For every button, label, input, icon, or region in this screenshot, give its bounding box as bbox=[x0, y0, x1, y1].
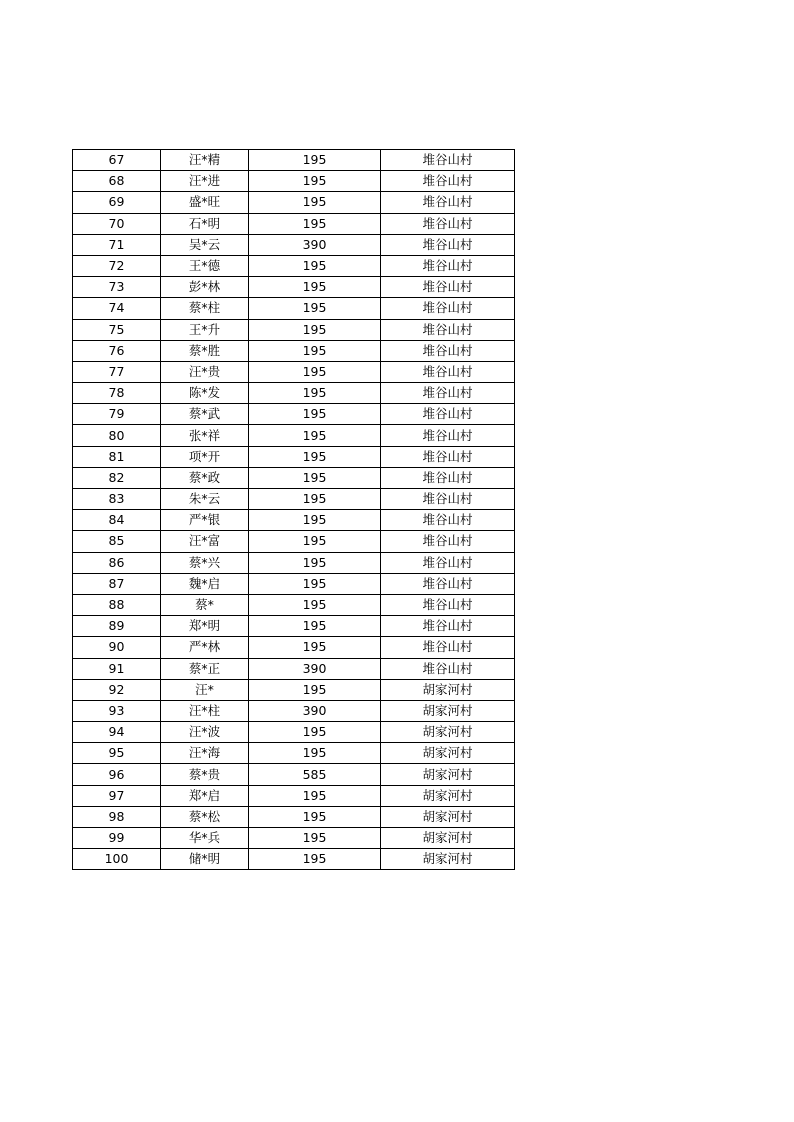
amount-cell: 195 bbox=[249, 213, 381, 234]
table-row bbox=[73, 573, 515, 594]
row-number-cell: 70 bbox=[73, 213, 161, 234]
village-cell: 胡家河村 bbox=[381, 700, 515, 721]
amount-cell: 195 bbox=[249, 616, 381, 637]
amount-cell: 195 bbox=[249, 319, 381, 340]
amount-cell: 195 bbox=[249, 510, 381, 531]
amount-cell: 195 bbox=[249, 446, 381, 467]
table-row bbox=[73, 319, 515, 340]
row-number-cell: 83 bbox=[73, 489, 161, 510]
table-row bbox=[73, 658, 515, 679]
village-cell: 堆谷山村 bbox=[381, 594, 515, 615]
table-row bbox=[73, 637, 515, 658]
amount-cell: 195 bbox=[249, 679, 381, 700]
table-row bbox=[73, 192, 515, 213]
name-cell: 盛*旺 bbox=[161, 192, 249, 213]
row-number-cell: 96 bbox=[73, 764, 161, 785]
row-number-cell: 76 bbox=[73, 340, 161, 361]
row-number-cell: 79 bbox=[73, 404, 161, 425]
row-number-cell: 68 bbox=[73, 171, 161, 192]
name-cell: 储*明 bbox=[161, 849, 249, 870]
table-row bbox=[73, 743, 515, 764]
name-cell: 严*银 bbox=[161, 510, 249, 531]
row-number-cell: 69 bbox=[73, 192, 161, 213]
table-row bbox=[73, 806, 515, 827]
village-cell: 胡家河村 bbox=[381, 806, 515, 827]
village-cell: 堆谷山村 bbox=[381, 531, 515, 552]
name-cell: 汪*精 bbox=[161, 150, 249, 171]
name-cell: 陈*发 bbox=[161, 383, 249, 404]
name-cell: 王*升 bbox=[161, 319, 249, 340]
name-cell: 汪*贵 bbox=[161, 361, 249, 382]
village-cell: 堆谷山村 bbox=[381, 255, 515, 276]
village-cell: 堆谷山村 bbox=[381, 340, 515, 361]
name-cell: 汪*富 bbox=[161, 531, 249, 552]
table-row bbox=[73, 700, 515, 721]
row-number-cell: 94 bbox=[73, 722, 161, 743]
amount-cell: 195 bbox=[249, 849, 381, 870]
table-row bbox=[73, 446, 515, 467]
amount-cell: 195 bbox=[249, 573, 381, 594]
amount-cell: 195 bbox=[249, 722, 381, 743]
name-cell: 项*开 bbox=[161, 446, 249, 467]
table-row bbox=[73, 785, 515, 806]
village-cell: 堆谷山村 bbox=[381, 446, 515, 467]
village-cell: 堆谷山村 bbox=[381, 192, 515, 213]
row-number-cell: 95 bbox=[73, 743, 161, 764]
amount-cell: 195 bbox=[249, 192, 381, 213]
amount-cell: 585 bbox=[249, 764, 381, 785]
village-cell: 胡家河村 bbox=[381, 679, 515, 700]
table-row bbox=[73, 722, 515, 743]
name-cell: 吴*云 bbox=[161, 234, 249, 255]
name-cell: 朱*云 bbox=[161, 489, 249, 510]
village-cell: 堆谷山村 bbox=[381, 658, 515, 679]
row-number-cell: 82 bbox=[73, 467, 161, 488]
amount-cell: 195 bbox=[249, 171, 381, 192]
table-row bbox=[73, 383, 515, 404]
village-cell: 堆谷山村 bbox=[381, 404, 515, 425]
table-row bbox=[73, 150, 515, 171]
table-row bbox=[73, 340, 515, 361]
village-cell: 胡家河村 bbox=[381, 764, 515, 785]
table-row bbox=[73, 277, 515, 298]
name-cell: 蔡*武 bbox=[161, 404, 249, 425]
village-cell: 堆谷山村 bbox=[381, 425, 515, 446]
name-cell: 郑*明 bbox=[161, 616, 249, 637]
village-cell: 堆谷山村 bbox=[381, 489, 515, 510]
row-number-cell: 93 bbox=[73, 700, 161, 721]
row-number-cell: 89 bbox=[73, 616, 161, 637]
row-number-cell: 75 bbox=[73, 319, 161, 340]
name-cell: 严*林 bbox=[161, 637, 249, 658]
row-number-cell: 72 bbox=[73, 255, 161, 276]
table-row bbox=[73, 552, 515, 573]
village-cell: 堆谷山村 bbox=[381, 573, 515, 594]
name-cell: 汪*进 bbox=[161, 171, 249, 192]
amount-cell: 195 bbox=[249, 806, 381, 827]
row-number-cell: 80 bbox=[73, 425, 161, 446]
table-row bbox=[73, 510, 515, 531]
village-cell: 堆谷山村 bbox=[381, 234, 515, 255]
amount-cell: 195 bbox=[249, 277, 381, 298]
village-cell: 胡家河村 bbox=[381, 785, 515, 806]
name-cell: 汪*海 bbox=[161, 743, 249, 764]
name-cell: 蔡*松 bbox=[161, 806, 249, 827]
amount-cell: 195 bbox=[249, 340, 381, 361]
name-cell: 石*明 bbox=[161, 213, 249, 234]
amount-cell: 390 bbox=[249, 700, 381, 721]
amount-cell: 195 bbox=[249, 594, 381, 615]
amount-cell: 195 bbox=[249, 489, 381, 510]
row-number-cell: 73 bbox=[73, 277, 161, 298]
table-row bbox=[73, 234, 515, 255]
table-row bbox=[73, 404, 515, 425]
amount-cell: 195 bbox=[249, 361, 381, 382]
name-cell: 汪*柱 bbox=[161, 700, 249, 721]
village-cell: 堆谷山村 bbox=[381, 319, 515, 340]
table-row bbox=[73, 361, 515, 382]
table-row bbox=[73, 255, 515, 276]
village-cell: 堆谷山村 bbox=[381, 150, 515, 171]
amount-cell: 390 bbox=[249, 658, 381, 679]
amount-cell: 195 bbox=[249, 467, 381, 488]
village-cell: 堆谷山村 bbox=[381, 361, 515, 382]
table-row bbox=[73, 764, 515, 785]
row-number-cell: 98 bbox=[73, 806, 161, 827]
village-cell: 堆谷山村 bbox=[381, 467, 515, 488]
village-cell: 堆谷山村 bbox=[381, 383, 515, 404]
name-cell: 汪*波 bbox=[161, 722, 249, 743]
name-cell: 蔡* bbox=[161, 594, 249, 615]
amount-cell: 195 bbox=[249, 785, 381, 806]
village-cell: 胡家河村 bbox=[381, 828, 515, 849]
table-row bbox=[73, 213, 515, 234]
row-number-cell: 100 bbox=[73, 849, 161, 870]
village-cell: 堆谷山村 bbox=[381, 510, 515, 531]
row-number-cell: 90 bbox=[73, 637, 161, 658]
table-row bbox=[73, 531, 515, 552]
table-row bbox=[73, 849, 515, 870]
village-cell: 胡家河村 bbox=[381, 849, 515, 870]
amount-cell: 195 bbox=[249, 255, 381, 276]
table-row bbox=[73, 594, 515, 615]
amount-cell: 195 bbox=[249, 828, 381, 849]
row-number-cell: 81 bbox=[73, 446, 161, 467]
amount-cell: 195 bbox=[249, 404, 381, 425]
name-cell: 蔡*正 bbox=[161, 658, 249, 679]
village-cell: 堆谷山村 bbox=[381, 616, 515, 637]
row-number-cell: 78 bbox=[73, 383, 161, 404]
table-body bbox=[73, 150, 515, 870]
name-cell: 汪* bbox=[161, 679, 249, 700]
amount-cell: 195 bbox=[249, 298, 381, 319]
amount-cell: 390 bbox=[249, 234, 381, 255]
table-row bbox=[73, 467, 515, 488]
name-cell: 郑*启 bbox=[161, 785, 249, 806]
village-cell: 堆谷山村 bbox=[381, 277, 515, 298]
name-cell: 蔡*胜 bbox=[161, 340, 249, 361]
table-row bbox=[73, 828, 515, 849]
village-cell: 堆谷山村 bbox=[381, 637, 515, 658]
village-cell: 堆谷山村 bbox=[381, 171, 515, 192]
row-number-cell: 91 bbox=[73, 658, 161, 679]
row-number-cell: 86 bbox=[73, 552, 161, 573]
table-row bbox=[73, 171, 515, 192]
row-number-cell: 97 bbox=[73, 785, 161, 806]
village-cell: 堆谷山村 bbox=[381, 213, 515, 234]
row-number-cell: 84 bbox=[73, 510, 161, 531]
village-cell: 堆谷山村 bbox=[381, 552, 515, 573]
table-row bbox=[73, 298, 515, 319]
row-number-cell: 92 bbox=[73, 679, 161, 700]
table-row bbox=[73, 616, 515, 637]
amount-cell: 195 bbox=[249, 743, 381, 764]
name-cell: 王*德 bbox=[161, 255, 249, 276]
amount-cell: 195 bbox=[249, 552, 381, 573]
table-row bbox=[73, 489, 515, 510]
table-row bbox=[73, 679, 515, 700]
row-number-cell: 87 bbox=[73, 573, 161, 594]
name-cell: 华*兵 bbox=[161, 828, 249, 849]
name-cell: 魏*启 bbox=[161, 573, 249, 594]
name-cell: 蔡*贵 bbox=[161, 764, 249, 785]
village-cell: 胡家河村 bbox=[381, 743, 515, 764]
row-number-cell: 74 bbox=[73, 298, 161, 319]
village-cell: 胡家河村 bbox=[381, 722, 515, 743]
amount-cell: 195 bbox=[249, 637, 381, 658]
name-cell: 蔡*柱 bbox=[161, 298, 249, 319]
table-row bbox=[73, 425, 515, 446]
amount-cell: 195 bbox=[249, 425, 381, 446]
row-number-cell: 71 bbox=[73, 234, 161, 255]
name-cell: 张*祥 bbox=[161, 425, 249, 446]
data-table bbox=[72, 149, 515, 870]
name-cell: 蔡*政 bbox=[161, 467, 249, 488]
village-cell: 堆谷山村 bbox=[381, 298, 515, 319]
name-cell: 彭*林 bbox=[161, 277, 249, 298]
amount-cell: 195 bbox=[249, 531, 381, 552]
name-cell: 蔡*兴 bbox=[161, 552, 249, 573]
row-number-cell: 77 bbox=[73, 361, 161, 382]
row-number-cell: 88 bbox=[73, 594, 161, 615]
row-number-cell: 67 bbox=[73, 150, 161, 171]
row-number-cell: 99 bbox=[73, 828, 161, 849]
amount-cell: 195 bbox=[249, 150, 381, 171]
row-number-cell: 85 bbox=[73, 531, 161, 552]
amount-cell: 195 bbox=[249, 383, 381, 404]
